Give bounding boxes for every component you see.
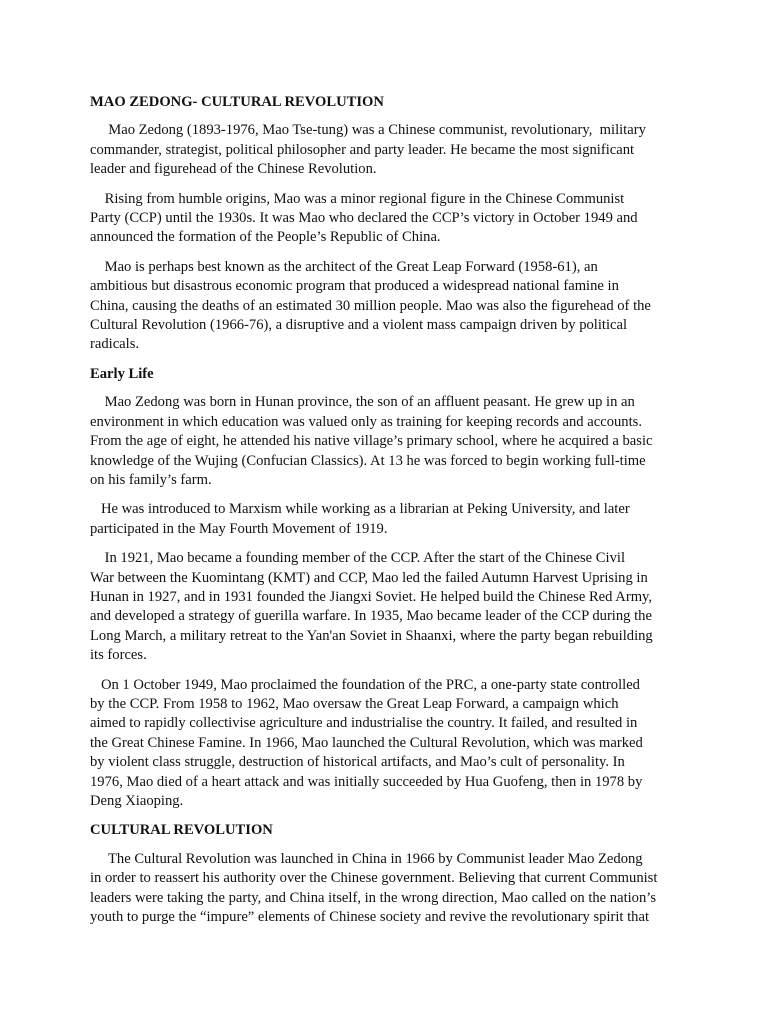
paragraph-intro: [90, 121, 680, 179]
paragraph-line: From the age of eight, he attended his native village’s primary school, where he acquired a basic: [90, 433, 653, 450]
paragraph-line: knowledge of the Wujing (Confucian Classics). At 13 he was forced to begin working full-time: [90, 452, 646, 469]
paragraph-line: Mao Zedong (1893-1976, Mao Tse-tung) was a Chinese communist, revolutionary, military: [90, 122, 646, 139]
paragraph-line: youth to purge the “impure” elements of Chinese society and revive the revolutionary spirit that: [90, 909, 650, 926]
paragraph-prc-1949: [90, 676, 680, 812]
paragraph-line: ambitious but disastrous economic program that produced a widespread national famine in: [90, 278, 619, 295]
paragraph-line: leaders were taking the party, and China itself, in the wrong direction, Mao called on the nation’s: [90, 889, 657, 906]
paragraph-line: leader and figurehead of the Chinese Revolution.: [90, 161, 377, 178]
paragraph-cultural-revolution-launch: [90, 850, 680, 928]
paragraph-marxism: [90, 500, 680, 539]
paragraph-line: its forces.: [90, 647, 147, 664]
paragraph-line: In 1921, Mao became a founding member of the CCP. After the start of the Chinese Civil: [90, 550, 625, 567]
paragraph-line: Party (CCP) until the 1930s. It was Mao who declared the CCP’s victory in October 1949 and: [90, 210, 638, 227]
paragraph-line: China, causing the deaths of an estimated 30 million people. Mao was also the figurehead of the: [90, 297, 651, 314]
paragraph-founding-ccp: [90, 549, 680, 665]
paragraph-line: Cultural Revolution (1966-76), a disruptive and a violent mass campaign driven by political: [90, 317, 628, 334]
paragraph-line: participated in the May Fourth Movement of 1919.: [90, 520, 388, 537]
heading-text: CULTURAL REVOLUTION: [90, 822, 273, 839]
paragraph-line: 1976, Mao died of a heart attack and was initially succeeded by Hua Guofeng, then in 1978 by: [90, 773, 643, 790]
paragraph-line: The Cultural Revolution was launched in China in 1966 by Communist leader Mao Zedong: [90, 850, 643, 867]
paragraph-line: On 1 October 1949, Mao proclaimed the foundation of the PRC, a one-party state controlled: [90, 676, 640, 693]
paragraph-line: Deng Xiaoping.: [90, 793, 184, 809]
paragraph-line: by violent class struggle, destruction of historical artifacts, and Mao’s cult of personality. In: [90, 754, 625, 771]
paragraph-line: aimed to rapidly collectivise agriculture and industrialise the country. It failed, and resulted in: [90, 715, 638, 732]
paragraph-line: in order to reassert his authority over the Chinese government. Believing that current Communist: [90, 870, 658, 887]
paragraph-line: Long March, a military retreat to the Yan'an Soviet in Shaanxi, where the party began rebuilding: [90, 627, 653, 644]
paragraph-line: radicals.: [90, 336, 140, 353]
paragraph-line: Hunan in 1927, and in 1931 founded the Jiangxi Soviet. He helped build the Chinese Red Army,: [90, 588, 653, 605]
paragraph-line: on his family’s farm.: [90, 471, 212, 488]
paragraph-line: He was introduced to Marxism while working as a librarian at Peking University, and later: [90, 501, 630, 518]
paragraph-line: commander, strategist, political philosopher and party leader. He became the most significant: [90, 141, 635, 158]
paragraph-line: Mao Zedong was born in Hunan province, the son of an affluent peasant. He grew up in an: [90, 394, 635, 411]
heading-early-life: [90, 365, 680, 384]
paragraph-line: announced the formation of the People’s Republic of China.: [90, 229, 441, 246]
paragraph-line: environment in which education was valued only as training for keeping records and accounts.: [90, 413, 642, 430]
document-body: [90, 93, 680, 937]
paragraph-line: War between the Kuomintang (KMT) and CCP, Mao led the failed Autumn Harvest Uprising in: [90, 569, 648, 586]
paragraph-line: by the CCP. From 1958 to 1962, Mao oversaw the Great Leap Forward, a campaign which: [90, 695, 619, 712]
paragraph-rising: [90, 190, 680, 248]
paragraph-great-leap: [90, 258, 680, 355]
paragraph-line: Mao is perhaps best known as the architect of the Great Leap Forward (1958-61), an: [90, 258, 598, 275]
heading-text: MAO ZEDONG- CULTURAL REVOLUTION: [90, 94, 384, 110]
heading-mao-zedong-cultural-revolution: [90, 93, 680, 112]
heading-text: Early Life: [90, 365, 154, 382]
paragraph-line: the Great Chinese Famine. In 1966, Mao launched the Cultural Revolution, which was marked: [90, 734, 643, 751]
heading-cultural-revolution: [90, 821, 680, 840]
paragraph-line: Rising from humble origins, Mao was a minor regional figure in the Chinese Communist: [90, 190, 625, 207]
paragraph-born-hunan: [90, 393, 680, 490]
paragraph-line: and developed a strategy of guerilla warfare. In 1935, Mao became leader of the CCP during the: [90, 608, 652, 625]
